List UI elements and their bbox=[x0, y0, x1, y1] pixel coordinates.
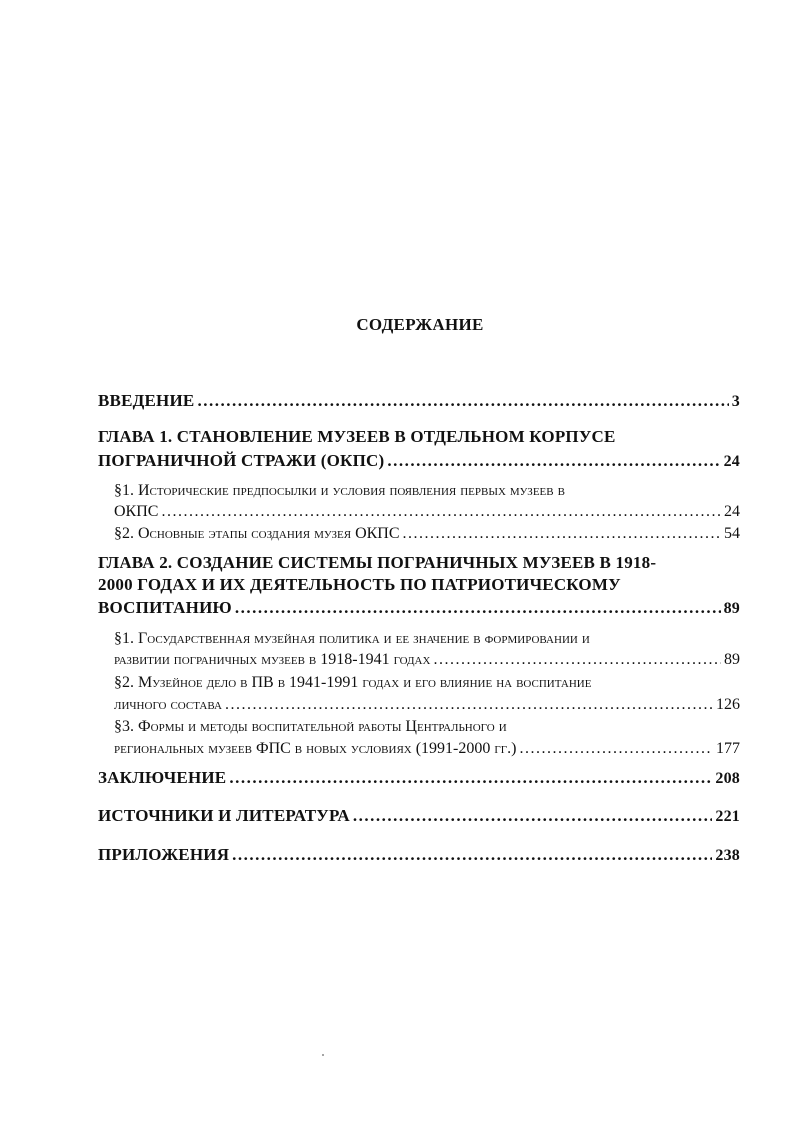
toc-chapter-2[interactable] bbox=[98, 598, 740, 618]
toc-section-2-3[interactable] bbox=[114, 740, 740, 758]
leader-dots bbox=[387, 451, 720, 471]
toc-entry-label: ПОГРАНИЧНОЙ СТРАЖИ (ОКПС) bbox=[98, 451, 385, 470]
leader-dots bbox=[197, 391, 728, 411]
toc-page-number: 89 bbox=[724, 651, 740, 668]
toc-entry-label: §2. Основные этапы создания музея ОКПС bbox=[114, 525, 400, 542]
toc-chapter-2-line-2[interactable]: 2000 ГОДАХ И ИХ ДЕЯТЕЛЬНОСТЬ ПО ПАТРИОТИЧЕСКОМУ bbox=[98, 575, 621, 594]
toc-chapter-2-line-1[interactable]: ГЛАВА 2. СОЗДАНИЕ СИСТЕМЫ ПОГРАНИЧНЫХ МУЗЕЕВ В 1918- bbox=[98, 553, 657, 572]
toc-entry-sources[interactable] bbox=[98, 806, 740, 826]
toc-section-2-2[interactable] bbox=[114, 696, 740, 714]
toc-page-number: 24 bbox=[723, 453, 740, 470]
leader-dots bbox=[519, 740, 713, 758]
toc-page-number: 54 bbox=[724, 525, 740, 542]
toc-page-number: 24 bbox=[724, 503, 740, 520]
toc-section-1-1[interactable] bbox=[114, 503, 740, 521]
toc-section-1-2[interactable] bbox=[114, 525, 740, 543]
toc-entry-label: региональных музеев ФПС в новых условиях (1991-2000 гг.) bbox=[114, 740, 517, 757]
toc-section-2-2-line-1[interactable]: §2. Музейное дело в ПВ в 1941-1991 годах и его влияние на воспитание bbox=[114, 674, 592, 691]
toc-entry-label: развитии пограничных музеев в 1918-1941 годах bbox=[114, 651, 431, 668]
toc-section-2-1[interactable] bbox=[114, 651, 740, 669]
toc-page-number: 126 bbox=[716, 696, 740, 713]
toc-chapter-1-line-1[interactable]: ГЛАВА 1. СТАНОВЛЕНИЕ МУЗЕЕВ В ОТДЕЛЬНОМ КОРПУСЕ bbox=[98, 427, 616, 446]
toc-entry-label: ЗАКЛЮЧЕНИЕ bbox=[98, 768, 227, 787]
toc-section-2-1-line-1[interactable]: §1. Государственная музейная политика и ее значение в формировании и bbox=[114, 630, 590, 647]
leader-dots bbox=[353, 806, 713, 826]
leader-dots bbox=[235, 598, 721, 618]
toc-entry-label: личного состава bbox=[114, 696, 222, 713]
toc-entry-label: ПРИЛОЖЕНИЯ bbox=[98, 845, 230, 864]
toc-entry-label: ИСТОЧНИКИ И ЛИТЕРАТУРА bbox=[98, 806, 350, 825]
toc-page-number: 89 bbox=[723, 600, 740, 617]
toc-section-1-1-line-1[interactable]: §1. Исторические предпосылки и условия появления первых музеев в bbox=[114, 482, 565, 499]
toc-entry-label: ВОСПИТАНИЮ bbox=[98, 598, 232, 617]
toc-page-number: 238 bbox=[715, 847, 740, 864]
scan-speck bbox=[322, 1054, 324, 1056]
toc-page-number: 208 bbox=[715, 770, 740, 787]
leader-dots bbox=[232, 845, 712, 865]
leader-dots bbox=[433, 651, 721, 669]
toc-page-number: 221 bbox=[715, 808, 740, 825]
toc-chapter-1[interactable] bbox=[98, 451, 740, 471]
toc-page-number: 3 bbox=[731, 393, 740, 410]
toc-page-number: 177 bbox=[716, 740, 740, 757]
toc-entry-label: ОКПС bbox=[114, 503, 159, 520]
page-title: СОДЕРЖАНИЕ bbox=[356, 315, 484, 334]
toc-entry-conclusion[interactable] bbox=[98, 768, 740, 788]
leader-dots bbox=[403, 525, 721, 543]
toc-entry-intro[interactable] bbox=[98, 391, 740, 411]
leader-dots bbox=[229, 768, 712, 788]
toc-entry-label: ВВЕДЕНИЕ bbox=[98, 391, 195, 410]
toc-section-2-3-line-1[interactable]: §3. Формы и методы воспитательной работы Центрального и bbox=[114, 718, 507, 735]
leader-dots bbox=[161, 503, 721, 521]
leader-dots bbox=[225, 696, 713, 714]
toc-entry-appendix[interactable] bbox=[98, 845, 740, 865]
